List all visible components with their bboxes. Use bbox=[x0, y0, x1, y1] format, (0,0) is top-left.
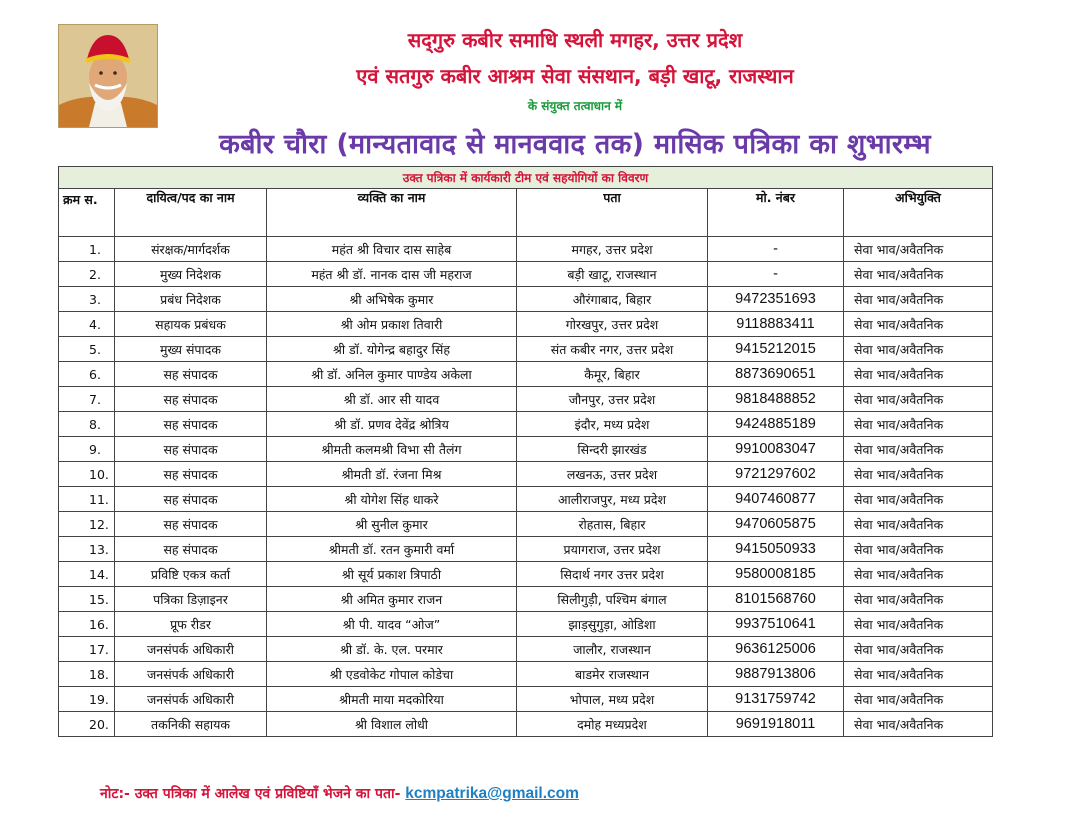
cell-mobile: 9407460877 bbox=[708, 487, 844, 512]
cell-role: सह संपादक bbox=[115, 362, 267, 387]
cell-mobile: 9415050933 bbox=[708, 537, 844, 562]
cell-address: झाड़सुगुड़ा, ओडिशा bbox=[517, 612, 708, 637]
cell-role: सह संपादक bbox=[115, 462, 267, 487]
cell-sn: 11. bbox=[59, 487, 115, 512]
cell-sn: 18. bbox=[59, 662, 115, 687]
cell-address: सिलीगुड़ी, पश्चिम बंगाल bbox=[517, 587, 708, 612]
cell-role: सह संपादक bbox=[115, 537, 267, 562]
cell-address: इंदौर, मध्य प्रदेश bbox=[517, 412, 708, 437]
cell-sn: 6. bbox=[59, 362, 115, 387]
column-header-mobile: मो. नंबर bbox=[708, 189, 844, 237]
cell-sn: 13. bbox=[59, 537, 115, 562]
table-row bbox=[59, 512, 993, 537]
cell-address: सिन्दरी झारखंड bbox=[517, 437, 708, 462]
table-row bbox=[59, 287, 993, 312]
cell-name: श्रीमती माया मदकोरिया bbox=[267, 687, 517, 712]
table-row bbox=[59, 637, 993, 662]
cell-remark: सेवा भाव/अवैतनिक bbox=[844, 487, 993, 512]
table-row bbox=[59, 487, 993, 512]
cell-mobile: 9424885189 bbox=[708, 412, 844, 437]
cell-address: मगहर, उत्तर प्रदेश bbox=[517, 237, 708, 262]
cell-mobile: 9580008185 bbox=[708, 562, 844, 587]
column-header-sn: क्रम स. bbox=[59, 189, 115, 237]
table-row bbox=[59, 337, 993, 362]
cell-name: श्री योगेश सिंह धाकरे bbox=[267, 487, 517, 512]
column-header-role: दायित्व/पद का नाम bbox=[115, 189, 267, 237]
cell-role: सह संपादक bbox=[115, 437, 267, 462]
cell-remark: सेवा भाव/अवैतनिक bbox=[844, 362, 993, 387]
cell-remark: सेवा भाव/अवैतनिक bbox=[844, 237, 993, 262]
email-link[interactable]: kcmpatrika@gmail.com bbox=[405, 785, 579, 802]
portrait-image bbox=[58, 24, 158, 128]
table-row bbox=[59, 537, 993, 562]
cell-role: जनसंपर्क अधिकारी bbox=[115, 662, 267, 687]
cell-remark: सेवा भाव/अवैतनिक bbox=[844, 412, 993, 437]
cell-address: जालौर, राजस्थान bbox=[517, 637, 708, 662]
cell-name: श्री डॉ. आर सी यादव bbox=[267, 387, 517, 412]
cell-name: श्री डॉ. योगेन्द्र बहादुर सिंह bbox=[267, 337, 517, 362]
cell-name: महंत श्री डॉ. नानक दास जी महराज bbox=[267, 262, 517, 287]
cell-mobile: 9472351693 bbox=[708, 287, 844, 312]
table-row bbox=[59, 687, 993, 712]
table-row bbox=[59, 612, 993, 637]
cell-remark: सेवा भाव/अवैतनिक bbox=[844, 462, 993, 487]
cell-role: सह संपादक bbox=[115, 412, 267, 437]
cell-mobile: 9636125006 bbox=[708, 637, 844, 662]
cell-address: प्रयागराज, उत्तर प्रदेश bbox=[517, 537, 708, 562]
cell-name: महंत श्री विचार दास साहेब bbox=[267, 237, 517, 262]
column-header-name: व्यक्ति का नाम bbox=[267, 189, 517, 237]
cell-role: मुख्य संपादक bbox=[115, 337, 267, 362]
saint-portrait-icon bbox=[59, 25, 157, 127]
note-label: नोट:- उक्त पत्रिका में आलेख एवं प्रविष्टियाँ भेजने का पता- bbox=[100, 786, 401, 802]
cell-remark: सेवा भाव/अवैतनिक bbox=[844, 587, 993, 612]
cell-name: श्री सुनील कुमार bbox=[267, 512, 517, 537]
header-line-2: एवं सतगुरु कबीर आश्रम सेवा संसथान, बड़ी खाटू, राजस्थान bbox=[356, 64, 794, 88]
cell-remark: सेवा भाव/अवैतनिक bbox=[844, 662, 993, 687]
cell-sn: 3. bbox=[59, 287, 115, 312]
cell-sn: 2. bbox=[59, 262, 115, 287]
cell-remark: सेवा भाव/अवैतनिक bbox=[844, 262, 993, 287]
cell-sn: 10. bbox=[59, 462, 115, 487]
table-row bbox=[59, 237, 993, 262]
cell-remark: सेवा भाव/अवैतनिक bbox=[844, 387, 993, 412]
cell-mobile: 9818488852 bbox=[708, 387, 844, 412]
cell-sn: 12. bbox=[59, 512, 115, 537]
cell-address: भोपाल, मध्य प्रदेश bbox=[517, 687, 708, 712]
cell-name: श्री एडवोकेट गोपाल कोडेचा bbox=[267, 662, 517, 687]
footer-note bbox=[100, 784, 579, 803]
column-header-address: पता bbox=[517, 189, 708, 237]
cell-sn: 19. bbox=[59, 687, 115, 712]
cell-mobile: 9721297602 bbox=[708, 462, 844, 487]
cell-mobile: 9910083047 bbox=[708, 437, 844, 462]
cell-remark: सेवा भाव/अवैतनिक bbox=[844, 612, 993, 637]
cell-remark: सेवा भाव/अवैतनिक bbox=[844, 437, 993, 462]
cell-role: सहायक प्रबंधक bbox=[115, 312, 267, 337]
cell-address: औरंगाबाद, बिहार bbox=[517, 287, 708, 312]
table-row bbox=[59, 412, 993, 437]
cell-name: श्रीमती कलमश्री विभा सी तैलंग bbox=[267, 437, 517, 462]
cell-name: श्रीमती डॉ. रंजना मिश्र bbox=[267, 462, 517, 487]
cell-address: कैमूर, बिहार bbox=[517, 362, 708, 387]
table-row bbox=[59, 262, 993, 287]
table-row bbox=[59, 712, 993, 737]
cell-sn: 7. bbox=[59, 387, 115, 412]
cell-mobile: 9691918011 bbox=[708, 712, 844, 737]
cell-sn: 17. bbox=[59, 637, 115, 662]
cell-mobile: - bbox=[708, 237, 844, 262]
cell-name: श्री डॉ. प्रणव देवेंद्र श्रोत्रिय bbox=[267, 412, 517, 437]
cell-mobile: 9415212015 bbox=[708, 337, 844, 362]
cell-name: श्री पी. यादव “ओज” bbox=[267, 612, 517, 637]
table-row bbox=[59, 662, 993, 687]
cell-name: श्री अमित कुमार राजन bbox=[267, 587, 517, 612]
cell-role: सह संपादक bbox=[115, 387, 267, 412]
page-title: कबीर चौरा (मान्यतावाद से मानववाद तक) मासिक पत्रिका का शुभारम्भ bbox=[219, 129, 931, 160]
cell-sn: 16. bbox=[59, 612, 115, 637]
table-row bbox=[59, 562, 993, 587]
cell-address: बड़ी खाटू, राजस्थान bbox=[517, 262, 708, 287]
cell-address: आलीराजपुर, मध्य प्रदेश bbox=[517, 487, 708, 512]
cell-address: जौनपुर, उत्तर प्रदेश bbox=[517, 387, 708, 412]
cell-remark: सेवा भाव/अवैतनिक bbox=[844, 537, 993, 562]
cell-name: श्री डॉ. के. एल. परमार bbox=[267, 637, 517, 662]
cell-address: लखनऊ, उत्तर प्रदेश bbox=[517, 462, 708, 487]
cell-mobile: 9937510641 bbox=[708, 612, 844, 637]
cell-role: सह संपादक bbox=[115, 512, 267, 537]
cell-sn: 4. bbox=[59, 312, 115, 337]
cell-mobile: 8101568760 bbox=[708, 587, 844, 612]
cell-remark: सेवा भाव/अवैतनिक bbox=[844, 287, 993, 312]
table-row bbox=[59, 437, 993, 462]
cell-role: प्रबंध निदेशक bbox=[115, 287, 267, 312]
cell-address: सिदार्थ नगर उत्तर प्रदेश bbox=[517, 562, 708, 587]
cell-remark: सेवा भाव/अवैतनिक bbox=[844, 562, 993, 587]
table-caption: उक्त पत्रिका में कार्यकारी टीम एवं सहयोगियों का विवरण bbox=[59, 167, 993, 189]
cell-address: दमोह मध्यप्रदेश bbox=[517, 712, 708, 737]
cell-remark: सेवा भाव/अवैतनिक bbox=[844, 687, 993, 712]
cell-mobile: 9470605875 bbox=[708, 512, 844, 537]
column-header-remark: अभियुक्ति bbox=[844, 189, 993, 237]
header-line-3: के संयुक्त तत्वाधान में bbox=[527, 99, 623, 113]
cell-role: सह संपादक bbox=[115, 487, 267, 512]
table-row bbox=[59, 387, 993, 412]
cell-role: जनसंपर्क अधिकारी bbox=[115, 637, 267, 662]
cell-name: श्रीमती डॉ. रतन कुमारी वर्मा bbox=[267, 537, 517, 562]
cell-sn: 15. bbox=[59, 587, 115, 612]
cell-name: श्री अभिषेक कुमार bbox=[267, 287, 517, 312]
cell-sn: 14. bbox=[59, 562, 115, 587]
table-row bbox=[59, 362, 993, 387]
cell-remark: सेवा भाव/अवैतनिक bbox=[844, 312, 993, 337]
cell-name: श्री ओम प्रकाश तिवारी bbox=[267, 312, 517, 337]
cell-address: रोहतास, बिहार bbox=[517, 512, 708, 537]
cell-role: संरक्षक/मार्गदर्शक bbox=[115, 237, 267, 262]
cell-role: प्रविष्टि एकत्र कर्ता bbox=[115, 562, 267, 587]
cell-name: श्री डॉ. अनिल कुमार पाण्डेय अकेला bbox=[267, 362, 517, 387]
header-line-1: सद्‌गुरु कबीर समाधि स्थली मगहर, उत्तर प्रदेश bbox=[407, 28, 743, 52]
cell-role: प्रूफ रीडर bbox=[115, 612, 267, 637]
cell-mobile: 9887913806 bbox=[708, 662, 844, 687]
cell-role: मुख्य निदेशक bbox=[115, 262, 267, 287]
cell-sn: 20. bbox=[59, 712, 115, 737]
cell-sn: 5. bbox=[59, 337, 115, 362]
table-row bbox=[59, 587, 993, 612]
cell-role: पत्रिका डिज़ाइनर bbox=[115, 587, 267, 612]
table-row bbox=[59, 462, 993, 487]
cell-name: श्री विशाल लोधी bbox=[267, 712, 517, 737]
cell-remark: सेवा भाव/अवैतनिक bbox=[844, 712, 993, 737]
cell-mobile: 8873690651 bbox=[708, 362, 844, 387]
cell-mobile: - bbox=[708, 262, 844, 287]
cell-remark: सेवा भाव/अवैतनिक bbox=[844, 637, 993, 662]
team-table bbox=[58, 166, 993, 737]
cell-address: गोरखपुर, उत्तर प्रदेश bbox=[517, 312, 708, 337]
cell-address: बाडमेर राजस्थान bbox=[517, 662, 708, 687]
cell-sn: 1. bbox=[59, 237, 115, 262]
cell-role: जनसंपर्क अधिकारी bbox=[115, 687, 267, 712]
cell-name: श्री सूर्य प्रकाश त्रिपाठी bbox=[267, 562, 517, 587]
cell-sn: 8. bbox=[59, 412, 115, 437]
cell-mobile: 9118883411 bbox=[708, 312, 844, 337]
cell-mobile: 9131759742 bbox=[708, 687, 844, 712]
cell-address: संत कबीर नगर, उत्तर प्रदेश bbox=[517, 337, 708, 362]
table-row bbox=[59, 312, 993, 337]
cell-remark: सेवा भाव/अवैतनिक bbox=[844, 337, 993, 362]
cell-remark: सेवा भाव/अवैतनिक bbox=[844, 512, 993, 537]
cell-sn: 9. bbox=[59, 437, 115, 462]
cell-role: तकनिकी सहायक bbox=[115, 712, 267, 737]
